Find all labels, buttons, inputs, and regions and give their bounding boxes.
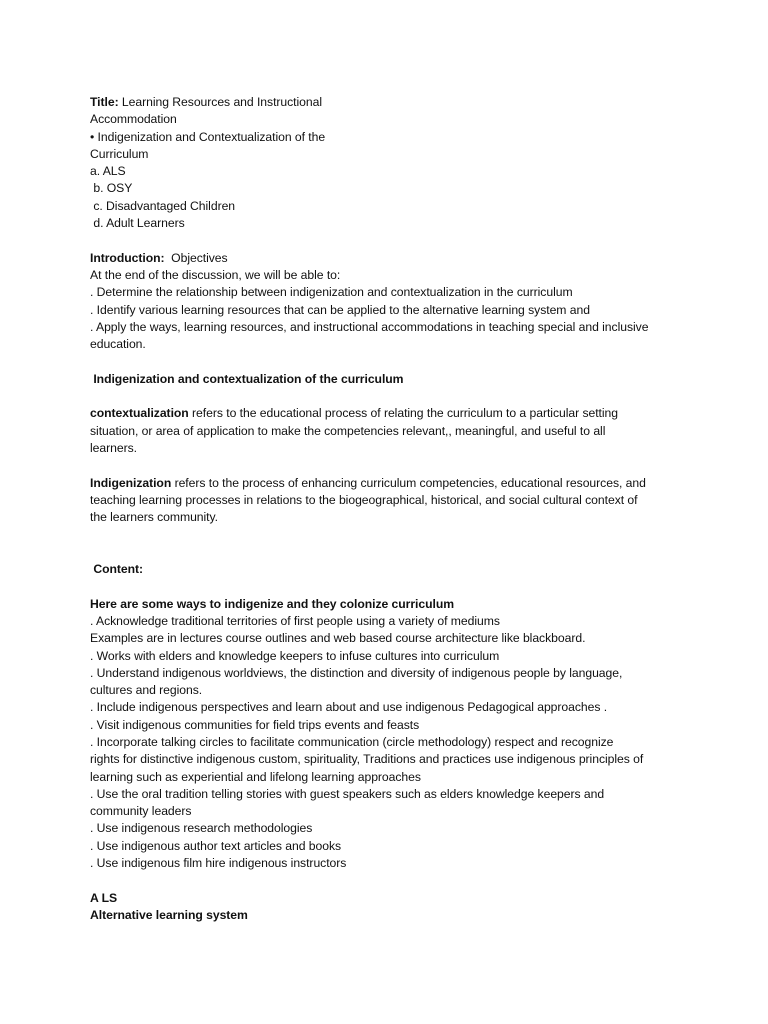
content-line: . Acknowledge traditional territories of first people using a variety of mediums — [90, 613, 500, 628]
content-line: . Works with elders and knowledge keepers to infuse cultures into curriculum — [90, 648, 500, 663]
indigenization-definition — [90, 475, 690, 492]
content-line: cultures and regions. — [90, 683, 203, 698]
introduction-label: Introduction: — [90, 250, 165, 265]
document-body — [90, 94, 690, 924]
als-full-name: Alternative learning system — [90, 907, 248, 922]
content-line: learning such as experiential and lifelong learning approaches — [90, 769, 421, 784]
title-line — [90, 94, 690, 111]
introduction-lead: At the end of the discussion, we will be able to: — [90, 267, 341, 282]
content-label: Content: — [90, 562, 144, 577]
definition-text: refers to the educational process of relating the curriculum to a particular setting — [188, 406, 619, 421]
content-line: . Use indigenous research methodologies — [90, 821, 313, 836]
content-line: . Incorporate talking circles to facilitate communication (circle methodology) respect and recognize — [90, 734, 614, 749]
topic-item: a. ALS — [90, 164, 126, 179]
introduction-line — [90, 250, 690, 267]
content-line: . Visit indigenous communities for field trips events and feasts — [90, 717, 420, 732]
content-heading: Here are some ways to indigenize and they colonize curriculum — [90, 596, 455, 611]
objective-line: education. — [90, 337, 146, 352]
definition-text: situation, or area of application to make the competencies relevant,, meaningful, and useful to all — [90, 423, 606, 438]
title-label: Title: — [90, 95, 119, 109]
introduction-value: Objectives — [164, 250, 228, 265]
bullet-line: • Indigenization and Contextualization of the — [90, 129, 326, 144]
objective-line: . Determine the relationship between indigenization and contextualization in the curriculum — [90, 285, 573, 300]
objective-line: . Identify various learning resources that can be applied to the alternative learning system and — [90, 302, 590, 317]
contextualization-definition — [90, 405, 690, 422]
content-line: rights for distinctive indigenous custom, spirituality, Traditions and practices use indigenous principles of — [90, 752, 644, 767]
topic-item: b. OSY — [90, 181, 133, 196]
als-label: A LS — [90, 890, 118, 905]
bullet-line-continued: Curriculum — [90, 146, 149, 161]
topic-item: c. Disadvantaged Children — [90, 198, 236, 213]
content-line: . Use indigenous film hire indigenous instructors — [90, 856, 347, 871]
title-text-continued: Accommodation — [90, 112, 177, 127]
content-line: . Use the oral tradition telling stories with guest speakers such as elders knowledge keepers and — [90, 786, 605, 801]
content-line: community leaders — [90, 804, 192, 819]
content-line: Examples are in lectures course outlines and web based course architecture like blackboard. — [90, 631, 586, 646]
indigenization-term: Indigenization — [90, 475, 172, 490]
definition-text: refers to the process of enhancing curriculum competencies, educational resources, and — [171, 475, 646, 490]
content-line: . Use indigenous author text articles and books — [90, 838, 342, 853]
topic-item: d. Adult Learners — [90, 216, 185, 231]
definition-text: teaching learning processes in relations to the biogeographical, historical, and social cultural context of — [90, 492, 638, 507]
definition-text: the learners community. — [90, 510, 218, 525]
objective-line: . Apply the ways, learning resources, and instructional accommodations in teaching special and inclusive — [90, 319, 649, 334]
section-heading: Indigenization and contextualization of the curriculum — [90, 371, 404, 386]
content-line: . Include indigenous perspectives and learn about and use indigenous Pedagogical approaches . — [90, 700, 608, 715]
title-text: Learning Resources and Instructional — [118, 95, 323, 109]
contextualization-term: contextualization — [90, 406, 189, 421]
content-line: . Understand indigenous worldviews, the distinction and diversity of indigenous people by language, — [90, 665, 623, 680]
definition-text: learners. — [90, 440, 137, 455]
